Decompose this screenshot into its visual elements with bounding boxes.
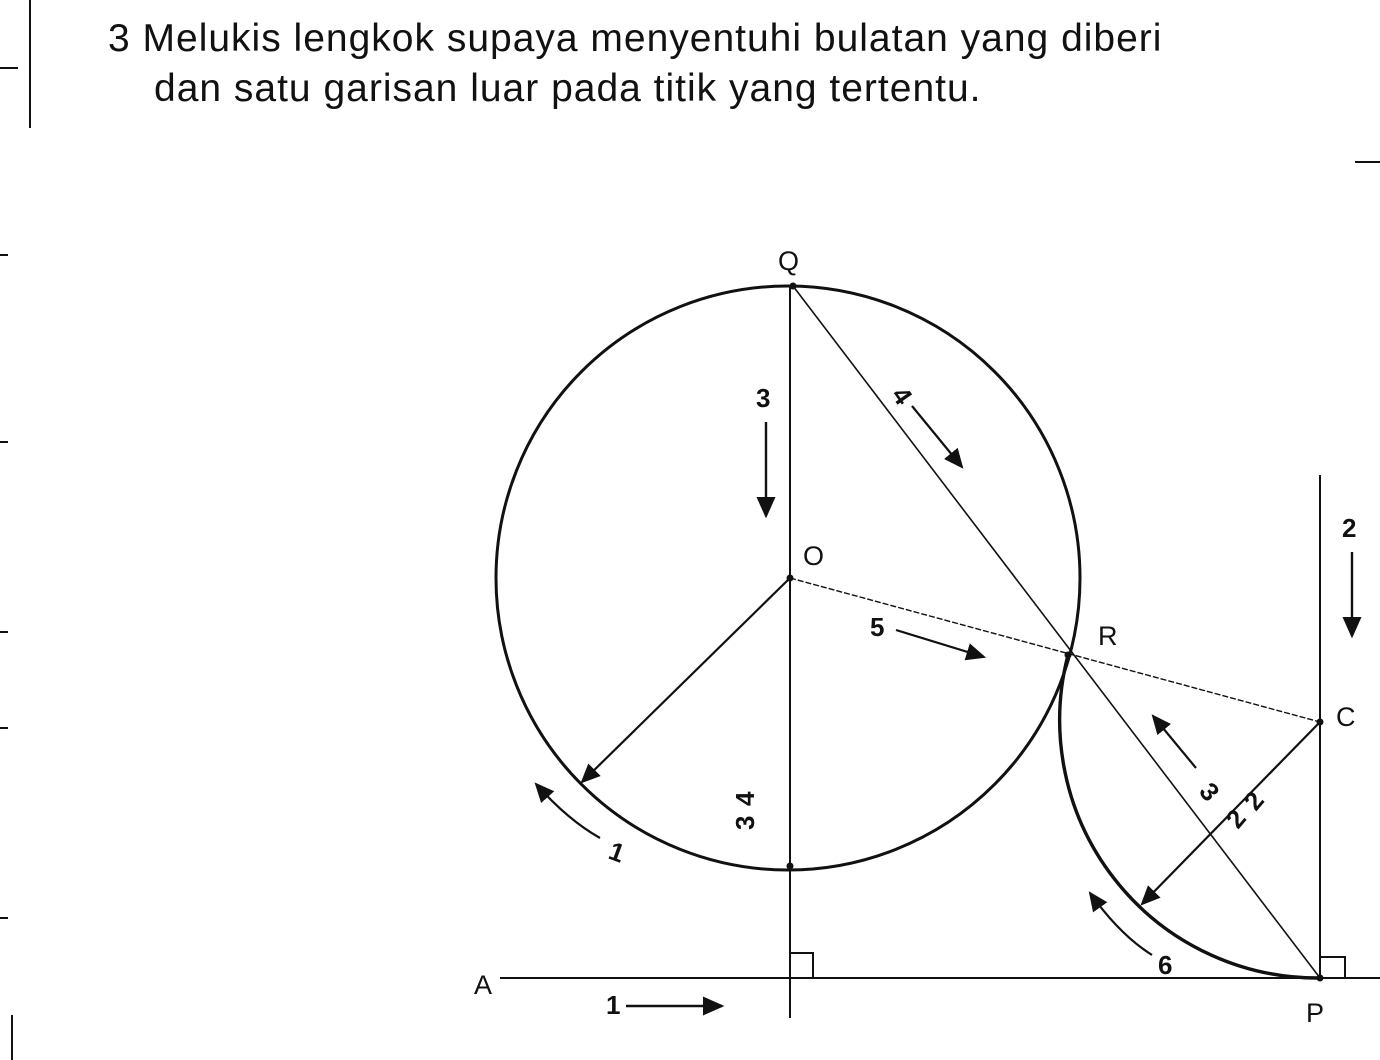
step-5-label: 5 [870, 612, 885, 642]
step-1-label-b: 1 [604, 835, 629, 869]
step-3-label-c: 3 [730, 815, 760, 830]
label-Q: Q [778, 246, 800, 276]
step-3-label-b: 3 [1193, 776, 1226, 807]
tangent-arc [1060, 655, 1320, 978]
step-4-label-b: 4 [730, 791, 760, 806]
label-R: R [1098, 621, 1118, 651]
label-C: C [1336, 702, 1356, 732]
line-OC [790, 578, 1320, 722]
step-1-label: 1 [606, 990, 621, 1020]
point-bottom-of-circle [787, 863, 794, 870]
point-C [1317, 719, 1324, 726]
heading-line-2: dan satu garisan luar pada titik yang tertentu. [154, 67, 982, 110]
step-2-label: 2 [1342, 513, 1357, 543]
point-P [1317, 975, 1324, 982]
radius-arrow [582, 578, 790, 782]
right-angle-at-P [1320, 957, 1345, 978]
label-O: O [803, 541, 825, 571]
step-4-label: 4 [885, 381, 919, 411]
label-A: A [474, 970, 493, 1000]
step-6-label: 6 [1158, 950, 1173, 980]
right-angle-at-A-line [790, 953, 813, 978]
point-R [1065, 652, 1072, 659]
step-3b-arrow [1153, 716, 1196, 768]
label-P: P [1306, 998, 1325, 1028]
point-O [787, 575, 794, 582]
step-4-arrow [912, 406, 962, 467]
step-3-label: 3 [756, 383, 771, 413]
point-Q [790, 283, 797, 290]
step-5-arrow [896, 630, 984, 657]
heading-line-1: 3 Melukis lengkok supaya menyentuhi bulatan yang diberi [108, 17, 1163, 60]
step-2-label-c: 2 [1237, 785, 1270, 816]
step-2-label-b: 2 [1219, 803, 1252, 834]
